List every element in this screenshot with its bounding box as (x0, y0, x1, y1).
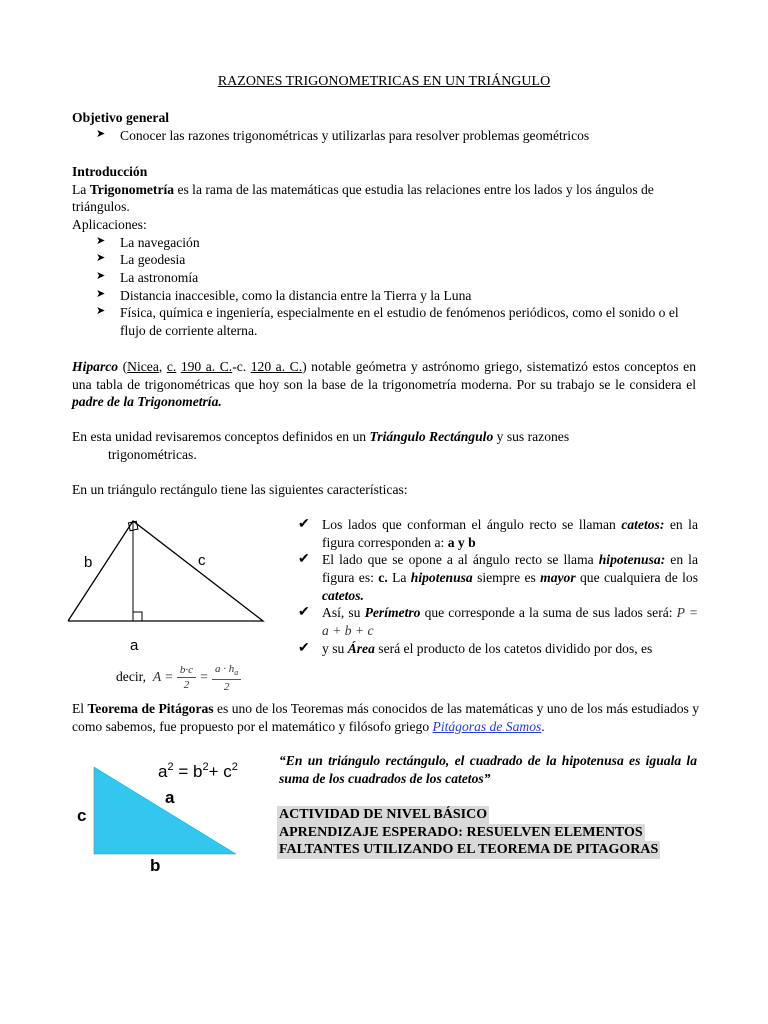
arrow-bullet-icon: ➤ (96, 305, 106, 318)
apps-list (96, 234, 700, 340)
list-item: ✔ y su Área será el producto de los catetos dividido por dos, es (298, 640, 698, 658)
list-item: ➤ Conocer las razones trigonométricas y utilizarlas para resolver problemas geométricos (96, 127, 590, 143)
apps-label: Aplicaciones: (72, 217, 147, 233)
list-item: ✔ Los lados que conforman el ángulo recto se llaman catetos: en la figura corresponden a: a y b (298, 517, 698, 550)
year-190-link[interactable]: 190 a. C. (180, 359, 233, 374)
characteristics-list (298, 516, 698, 657)
arrow-bullet-icon: ➤ (96, 127, 106, 140)
year-120-link[interactable]: 120 a. C. (250, 359, 303, 374)
nicea-link[interactable]: Nicea (127, 359, 159, 374)
right-triangle-diagram (60, 515, 275, 660)
list-item: ➤ Distancia inaccesible, como la distancia entre la Tierra y la Luna (96, 287, 472, 303)
side-label-b: b (150, 856, 161, 875)
checkmark-icon: ✔ (298, 517, 310, 532)
pitagoras-de-samos-link[interactable]: Pitágoras de Samos (432, 718, 542, 734)
list-item: ✔ El lado que se opone a al ángulo recto se llama hipotenusa: en la figura es: c. La hipotenusa siempre es mayor que cualquiera de los catetos. (298, 552, 698, 603)
hypotenuse-label-a: a (165, 788, 175, 807)
arrow-bullet-icon: ➤ (96, 252, 106, 265)
side-label-b: b (84, 554, 93, 571)
intro-heading: Introducción (72, 164, 148, 179)
page-title: RAZONES TRIGONOMETRICAS EN UN TRIÁNGULO (217, 74, 551, 89)
pythagoras-formula: $a^2 = b^2+ c^2$ (158, 761, 238, 781)
arrow-bullet-icon: ➤ (96, 234, 106, 247)
perimeter-formula: P = a + b + c (322, 605, 698, 639)
pitagoras-quote: “En un triángulo rectángulo, el cuadrado de la hipotenusa es iguala la suma de los cuadrados de los catetos” (279, 753, 697, 786)
side-label-c: c (77, 806, 87, 825)
hiparco-paragraph: Hiparco (Nicea, c. 190 a. C.-c. 120 a. C.) notable geómetra y astrónomo griego, sistematizó estos conceptos en una tabla de trigonométricas que hoy son la base de la trigonometría moderna. Por su trabajo se le considera el padre de la Trigonometría. (72, 359, 696, 410)
list-item: ➤ La astronomía (96, 270, 199, 286)
circa-link[interactable]: c. (166, 359, 177, 374)
checkmark-icon: ✔ (298, 552, 310, 568)
pythagoras-triangle-diagram (70, 755, 270, 880)
list-item: ➤ La navegación (96, 234, 200, 250)
activity-block (277, 806, 660, 859)
pitagoras-paragraph: El Teorema de Pitágoras es uno de los Teoremas más conocidos de las matemáticas y uno de los más estudiados y como sabemos, fue propuesto por el matemático y filósofo griego Pitágoras de Samos. (72, 701, 700, 734)
intro-paragraph: La Trigonometría es la rama de las matemáticas que estudia las relaciones entre los lados y los ángulos de triángulos. (72, 181, 654, 215)
list-item: ➤ La geodesia (96, 252, 186, 268)
unidad-paragraph: En esta unidad revisaremos conceptos definidos en un Triángulo Rectángulo y sus razones trigonométricas. (72, 429, 570, 462)
objective-heading: Objetivo general (72, 110, 170, 125)
objective-section (72, 109, 700, 144)
side-label-a: a (130, 637, 139, 654)
side-label-c: c (198, 552, 206, 569)
objective-list (96, 127, 700, 145)
intro-section (72, 163, 700, 340)
activity-faltantes: FALTANTES UTILIZANDO EL TEOREMA DE PITAGORAS (279, 842, 659, 857)
checkmark-icon: ✔ (298, 605, 310, 621)
area-formula: decir, A = $\frac{b\cdot c}{2}$ = $\frac{a \cdot h_a}{2}$ (116, 662, 241, 694)
right-angle-marker (133, 612, 142, 621)
caracteristicas-text: En un triángulo rectángulo tiene las siguientes características: (72, 482, 408, 497)
hiparco-name: Hiparco (72, 359, 119, 374)
activity-aprendizaje: APRENDIZAJE ESPERADO: RESUELVEN ELEMENTOS (279, 824, 643, 840)
arrow-bullet-icon: ➤ (96, 270, 106, 283)
list-item: ➤ Física, química e ingeniería, especialmente en el estudio de fenómenos periódicos, como el sonido o el flujo de corriente alterna. (96, 305, 679, 339)
activity-level: ACTIVIDAD DE NIVEL BÁSICO (279, 807, 488, 822)
list-item: ✔ Así, su Perímetro que corresponde a la suma de sus lados será: P = a + b + c (298, 605, 698, 639)
arrow-bullet-icon: ➤ (96, 287, 106, 300)
checkmark-icon: ✔ (298, 640, 310, 656)
